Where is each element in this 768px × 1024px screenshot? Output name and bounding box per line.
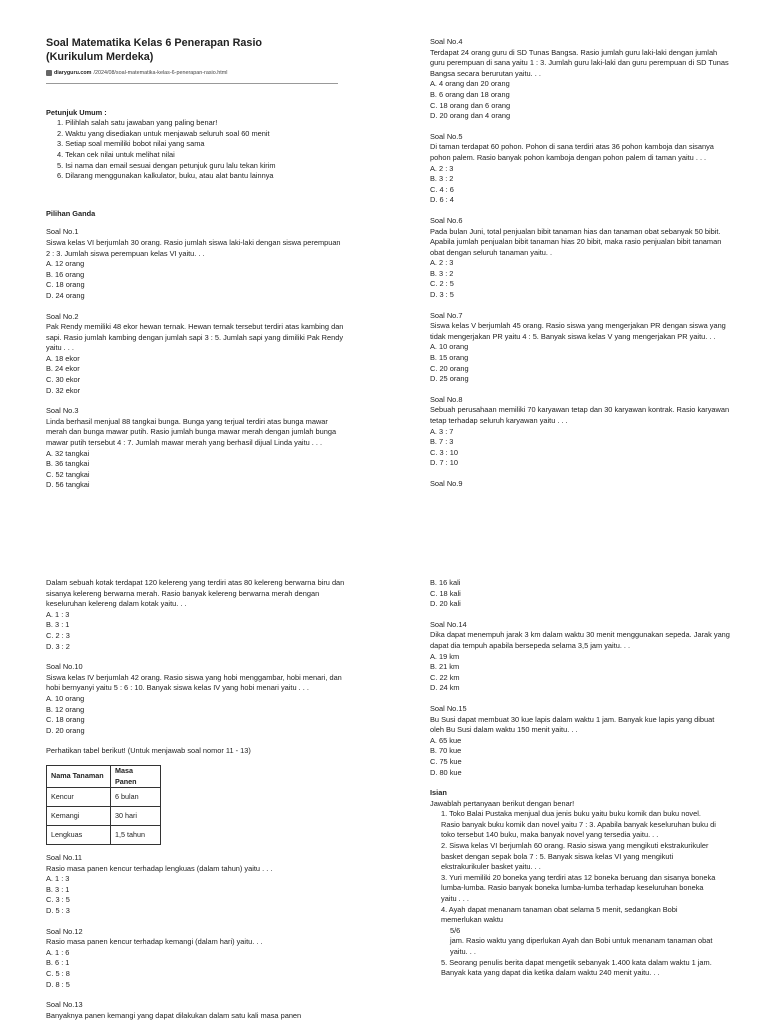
answer-option[interactable]: A. 2 : 3 bbox=[430, 163, 454, 173]
title-divider bbox=[46, 83, 338, 84]
table-body bbox=[47, 788, 161, 845]
answer-option[interactable]: B. 16 orang bbox=[46, 269, 85, 279]
answer-option[interactable]: C. 5 : 8 bbox=[46, 969, 70, 979]
table-cell: Kemangi bbox=[47, 807, 111, 826]
answer-option[interactable]: D. 20 kali bbox=[430, 599, 461, 609]
question-10-options bbox=[46, 694, 346, 736]
table-cell: Kencur bbox=[47, 788, 111, 807]
answer-option[interactable]: D. 25 orang bbox=[430, 374, 469, 384]
source-link[interactable]: diaryguru.com /2024/08/soal-matematika-kelas-6-penerapan-rasio.html bbox=[46, 68, 346, 79]
document-title: Soal Matematika Kelas 6 Penerapan Rasio (Kurikulum Merdeka) bbox=[46, 37, 263, 63]
answer-option[interactable]: A. 18 ekor bbox=[46, 353, 80, 363]
answer-option[interactable]: D. 80 kue bbox=[430, 767, 462, 777]
question-text: Rasio masa panen kencur terhadap kemangi (dalam hari) yaitu. . . bbox=[46, 937, 263, 947]
question-label: Soal No.14 bbox=[430, 619, 467, 629]
isian-instruction: Jawablah pertanyaan berikut dengan benar! bbox=[430, 798, 575, 808]
answer-option[interactable]: D. 32 ekor bbox=[46, 385, 81, 395]
question-block bbox=[430, 479, 730, 490]
answer-option[interactable]: B. 7 : 3 bbox=[430, 437, 454, 447]
isian-item: 3. Yuri memiliki 20 boneka yang terdiri atas 12 boneka beruang dan sisanya boneka lumba-lumba. Rasio banyak boneka lumba-lumba terhadap keseluruhan boneka yaitu . . . bbox=[441, 872, 716, 904]
petunjuk-item: 3. Setiap soal memiliki bobot nilai yang sama bbox=[57, 139, 205, 149]
question-text: Terdapat 24 orang guru di SD Tunas Bangsa. Rasio jumlah guru laki-laki dengan jumlah guru perempuan di sana yaitu 1 : 3. Jumlah guru laki-laki dan guru perempuan di SD Tunas Bangsa secara berurutan yaitu. . . bbox=[430, 47, 729, 78]
table-row bbox=[47, 826, 161, 845]
question-label: Soal No.12 bbox=[46, 926, 83, 936]
question-text: Siswa kelas V berjumlah 45 orang. Rasio siswa yang mengerjakan PR dengan siswa yang tidak mengerjakan PR yaitu 4 : 5. Banyak siswa kelas V yang mengerjakan PR yaitu. . . bbox=[430, 321, 726, 341]
question-block bbox=[430, 37, 730, 122]
table-header-row bbox=[47, 765, 161, 787]
answer-option[interactable]: D. 56 tangkai bbox=[46, 480, 90, 490]
answer-option[interactable]: D. 6 : 4 bbox=[430, 195, 454, 205]
answer-option[interactable]: C. 2 : 3 bbox=[46, 630, 70, 640]
question-text: Sebuah perusahaan memiliki 70 karyawan tetap dan 30 karyawan kontrak. Rasio karyawan tetap terhadap seluruh karyawan yaitu . . . bbox=[430, 405, 730, 425]
table-header-cell: Masa Panen bbox=[111, 765, 161, 787]
answer-option[interactable]: C. 20 orang bbox=[430, 363, 469, 373]
question-block bbox=[430, 620, 730, 694]
petunjuk-section bbox=[46, 108, 346, 182]
answer-option[interactable]: A. 10 orang bbox=[430, 342, 469, 352]
answer-option[interactable]: D. 8 : 5 bbox=[46, 979, 70, 989]
isian-item: 1. Toko Balai Pustaka menjual dua jenis buku yaitu buku komik dan buku novel. Rasio banyak buku komik dan novel yaitu 7 : 3. Apabila banyak keseluruhan buku di toko tersebut 140 buku, maka banyak novel yang tersedia yaitu. . . bbox=[441, 809, 716, 840]
page2-right-questions bbox=[430, 620, 730, 778]
answer-option[interactable]: B. 21 km bbox=[430, 662, 460, 672]
answer-option[interactable]: D. 24 orang bbox=[46, 290, 85, 300]
answer-option[interactable]: A. 32 tangkai bbox=[46, 448, 90, 458]
question-block bbox=[46, 312, 346, 397]
question-block bbox=[430, 704, 730, 778]
question-text: Banyaknya panen kemangi yang dapat dilakukan dalam satu kali masa panen bbox=[46, 1010, 302, 1020]
question-text: Pada bulan Juni, total penjualan bibit tanaman hias dan tanaman obat sebanyak 50 bibit. Apabila jumlah penjualan bibit tanaman hias 20 bibit, maka rasio penjualan bibit tanaman obat dengan seluruh tanaman yaitu. . bbox=[430, 226, 722, 257]
answer-option[interactable]: B. 3 : 2 bbox=[430, 174, 454, 184]
question-text: Linda berhasil menjual 88 tangkai bunga. Bunga yang terjual terdiri atas bunga mawar merah dan bunga mawar putih. Rasio jumlah bunga mawar merah dengan jumlah bunga mawar putih tersebut 4 : 7. Jumlah mawar merah yang berhasil dijual Linda yaitu . . . bbox=[46, 416, 337, 448]
answer-option[interactable]: D. 5 : 3 bbox=[46, 906, 70, 916]
petunjuk-item: 2. Waktu yang disediakan untuk menjawab seluruh soal 60 menit bbox=[57, 128, 270, 138]
answer-option[interactable]: D. 7 : 10 bbox=[430, 458, 458, 468]
question-text: Pak Rendy memiliki 48 ekor hewan ternak. Hewan ternak tersebut terdiri atas kambing dan sapi. Rasio jumlah kambing dengan jumlah sapi 3 : 5. Jumlah sapi yang dimiliki Pak Rendy yaitu . . . bbox=[46, 322, 344, 353]
answer-option[interactable]: A. 10 orang bbox=[46, 693, 85, 703]
answer-option[interactable]: B. 6 orang dan 18 orang bbox=[430, 89, 510, 99]
pilihan-ganda-heading: Pilihan Ganda bbox=[46, 208, 96, 218]
answer-option[interactable]: B. 70 kue bbox=[430, 746, 462, 756]
question-label: Soal No.4 bbox=[430, 37, 463, 46]
page1-right-column bbox=[430, 37, 730, 490]
question-10 bbox=[46, 662, 346, 736]
question-label: Soal No.2 bbox=[46, 311, 79, 321]
question-text: Dalam sebuah kotak terdapat 120 kelereng yang terdiri atas 80 kelereng berwarna biru dan sisanya kelereng berwarna merah. Rasio banyak kelereng berwarna merah dengan keseluruhan kelereng dalam kotak yaitu. . . bbox=[46, 578, 345, 609]
answer-option[interactable]: B. 16 kali bbox=[430, 578, 461, 587]
answer-option[interactable]: C. 75 kue bbox=[430, 756, 462, 766]
answer-option[interactable]: B. 3 : 1 bbox=[46, 620, 70, 630]
table-intro: Perhatikan tabel berikut! (Untuk menjawab soal nomor 11 - 13) bbox=[46, 746, 251, 756]
page-gap bbox=[0, 512, 768, 565]
answer-option[interactable]: A. 1 : 3 bbox=[46, 609, 70, 619]
table-row bbox=[47, 788, 161, 807]
table-row bbox=[47, 807, 161, 826]
petunjuk-item: 1. Pilihlah salah satu jawaban yang paling benar! bbox=[57, 118, 218, 128]
answer-option[interactable]: A. 65 kue bbox=[430, 735, 462, 745]
question-text: Siswa kelas VI berjumlah 30 orang. Rasio jumlah siswa laki-laki dengan siswa perempuan 2 : 3. Jumlah siswa perempuan kelas VI yaitu. . . bbox=[46, 237, 341, 258]
question-block bbox=[46, 927, 346, 991]
isian-item: 5. Seorang penulis berita dapat mengetik sebanyak 1.400 kata dalam waktu 1 jam. Banyak kata yang dapat dia ketika dalam waktu 240 menit yaitu. . . bbox=[441, 957, 712, 978]
question-9-body bbox=[46, 578, 346, 652]
answer-option[interactable]: A. 2 : 3 bbox=[430, 258, 454, 268]
isian-item: 2. Siswa kelas VI berjumlah 60 orang. Rasio siswa yang mengikuti ekstrakurikuler basket dengan sepak bola 7 : 5. Banyak siswa kelas VI yang mengikuti ekstrakurikuler basket yaitu. . . bbox=[441, 841, 709, 872]
answer-option[interactable]: B. 36 tangkai bbox=[46, 459, 90, 469]
question-block bbox=[46, 853, 346, 917]
answer-option[interactable]: A. 1 : 3 bbox=[46, 874, 70, 884]
question-label: Soal No.11 bbox=[46, 853, 83, 863]
question-block bbox=[46, 227, 346, 301]
answer-option[interactable]: A. 4 orang dan 20 orang bbox=[430, 79, 510, 89]
question-9-options bbox=[46, 610, 346, 652]
answer-option[interactable]: D. 3 : 2 bbox=[46, 641, 70, 651]
isian-section bbox=[430, 788, 730, 979]
page2-right-column bbox=[430, 578, 730, 979]
answer-option[interactable]: C. 18 orang dan 6 orang bbox=[430, 100, 511, 110]
question-block bbox=[430, 132, 730, 206]
petunjuk-list bbox=[46, 118, 346, 182]
answer-option[interactable]: A. 19 km bbox=[430, 651, 460, 661]
answer-option[interactable]: B. 12 orang bbox=[46, 704, 85, 714]
answer-option[interactable]: A. 1 : 6 bbox=[46, 947, 70, 957]
answer-option[interactable]: C. 18 orang bbox=[46, 715, 85, 725]
table-cell: Lengkuas bbox=[47, 826, 111, 845]
answer-option[interactable]: B. 15 orang bbox=[430, 353, 469, 363]
answer-option[interactable]: C. 18 kali bbox=[430, 588, 461, 598]
question-label: Soal No.3 bbox=[46, 406, 79, 416]
question-label: Soal No.10 bbox=[46, 662, 83, 672]
site-favicon-icon bbox=[46, 70, 52, 76]
answer-option[interactable]: C. 18 orang bbox=[46, 280, 85, 290]
answer-option[interactable]: C. 2 : 5 bbox=[430, 279, 454, 289]
answer-option[interactable]: D. 24 km bbox=[430, 683, 460, 693]
question-block bbox=[430, 311, 730, 385]
question-label: Soal No.8 bbox=[430, 394, 463, 404]
answer-option[interactable]: B. 3 : 2 bbox=[430, 268, 454, 278]
question-text: Dika dapat menempuh jarak 3 km dalam waktu 30 menit menggunakan sepeda. Jarak yang dapat dia tempuh apabila bersepeda selama 3,5 jam yaitu. . . bbox=[430, 630, 730, 650]
answer-option[interactable]: D. 3 : 5 bbox=[430, 290, 454, 300]
answer-option[interactable]: A. 3 : 7 bbox=[430, 426, 454, 436]
answer-option[interactable]: A. 12 orang bbox=[46, 259, 85, 269]
answer-option[interactable]: C. 4 : 6 bbox=[430, 184, 454, 194]
page1-left-questions bbox=[46, 227, 346, 491]
question-label: Soal No.7 bbox=[430, 310, 463, 320]
document-page-2 bbox=[0, 565, 768, 1024]
question-block bbox=[46, 406, 346, 491]
question-label: Soal No.6 bbox=[430, 215, 463, 225]
question-label: Soal No.13 bbox=[46, 1000, 83, 1010]
page2-left-questions bbox=[46, 853, 346, 1021]
answer-option[interactable]: D. 20 orang bbox=[46, 725, 85, 735]
answer-option[interactable]: B. 24 ekor bbox=[46, 364, 80, 374]
petunjuk-item: 4. Tekan cek nilai untuk melihat nilai bbox=[57, 149, 175, 159]
table-cell: 1,5 tahun bbox=[111, 826, 161, 845]
page1-right-questions bbox=[430, 37, 730, 490]
question-label: Soal No.15 bbox=[430, 703, 467, 713]
answer-option[interactable]: C. 30 ekor bbox=[46, 375, 81, 385]
harvest-table bbox=[46, 765, 161, 845]
answer-option[interactable]: D. 20 orang dan 4 orang bbox=[430, 111, 511, 121]
question-label: Soal No.9 bbox=[430, 478, 463, 488]
question-block bbox=[46, 1000, 346, 1021]
answer-option[interactable]: B. 6 : 1 bbox=[46, 958, 70, 968]
table-header-cell: Nama Tanaman bbox=[47, 765, 111, 787]
fraction-value: 5/6 bbox=[450, 925, 461, 935]
question-block bbox=[430, 216, 730, 301]
isian-list bbox=[430, 809, 730, 979]
question-label: Soal No.1 bbox=[46, 227, 79, 237]
table-cell: 30 hari bbox=[111, 807, 161, 826]
page1-left-column bbox=[46, 37, 346, 491]
question-text: Siswa kelas IV berjumlah 42 orang. Rasio siswa yang hobi menggambar, hobi menari, dan hobi bernyanyi yaitu 5 : 6 : 10. Banyak siswa kelas IV yang hobi menari yaitu . . . bbox=[46, 672, 342, 693]
petunjuk-item: 5. Isi nama dan email sesuai dengan petunjuk guru lalu tekan kirim bbox=[57, 160, 276, 170]
question-text: Rasio masa panen kencur terhadap lengkuas (dalam tahun) yaitu . . . bbox=[46, 863, 273, 873]
table-cell: 6 bulan bbox=[111, 788, 161, 807]
answer-option[interactable]: B. 3 : 1 bbox=[46, 884, 70, 894]
answer-option[interactable]: C. 22 km bbox=[430, 672, 460, 682]
answer-option[interactable]: C. 52 tangkai bbox=[46, 469, 90, 479]
question-text: Bu Susi dapat membuat 30 kue lapis dalam waktu 1 jam. Banyak kue lapis yang dibuat oleh Bu Susi dalam waktu 150 menit yaitu. . . bbox=[430, 714, 715, 735]
petunjuk-heading: Petunjuk Umum : bbox=[46, 107, 107, 117]
isian-heading: Isian bbox=[430, 788, 447, 798]
petunjuk-item: 6. Dilarang menggunakan kalkulator, buku, atau alat bantu lainnya bbox=[57, 171, 274, 181]
answer-option[interactable]: C. 3 : 5 bbox=[46, 895, 70, 905]
isian-item: 4. Ayah dapat menanam tanaman obat selama 5 menit, sedangkan Bobi memerlukan waktu 5/6 jam. Rasio waktu yang diperlukan Ayah dan Bobi untuk menanam tanaman obat yaitu. . . bbox=[441, 905, 716, 958]
question-label: Soal No.5 bbox=[430, 131, 463, 141]
page2-left-column bbox=[46, 578, 346, 1021]
question-block bbox=[430, 395, 730, 469]
question-13-options bbox=[430, 578, 730, 610]
answer-option[interactable]: C. 3 : 10 bbox=[430, 447, 458, 457]
question-text: Di taman terdapat 60 pohon. Pohon di sana terdiri atas 36 pohon kamboja dan sisanya pohon palem. Rasio banyak pohon kamboja dengan pohon palem di taman yaitu . . . bbox=[430, 142, 714, 162]
